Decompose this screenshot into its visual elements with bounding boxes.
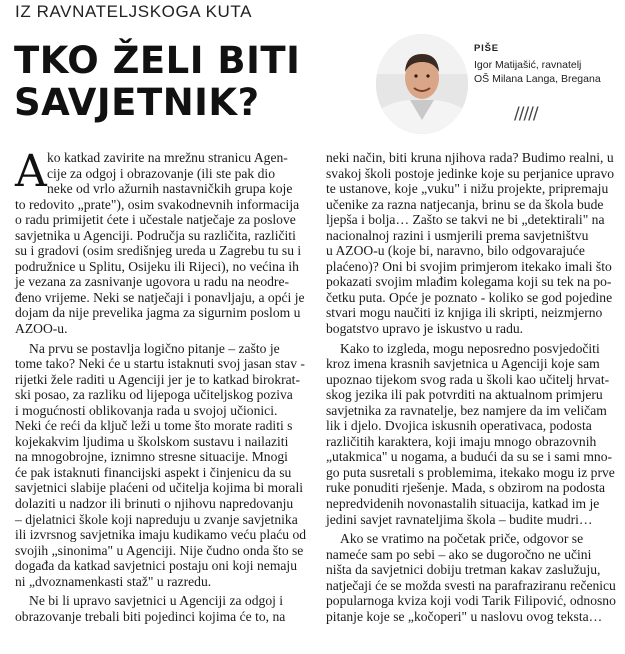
text-line: je vezana za zasnivanje ugovora u radu na neodre- xyxy=(15,274,289,290)
text-line: dolaziti u nadzor ili brinuti o njihovu napredovanju xyxy=(15,496,294,512)
author-name: Igor Matijašić, ravnatelj xyxy=(474,59,582,71)
article-column-right xyxy=(326,150,616,624)
text-line: na mnogobrojne, iznimno stresne situacije. Mnogi xyxy=(15,449,288,465)
text-line: nameće sam po sebi – ako se dugoročno ne učini xyxy=(326,546,592,562)
text-line: su i gradovi (osim središnjeg ureda u Zagrebu tu su i xyxy=(15,243,302,259)
drop-cap: A xyxy=(15,146,47,197)
author-organization: OŠ Milana Langa, Bregana xyxy=(474,73,601,85)
text-line: te ustanove, koje „vuku" i nižu projekte, pripremaju xyxy=(326,181,609,197)
text-line: ni „dvoznamenkasti staž" u razredu. xyxy=(15,573,212,589)
text-line: popularnoga kviza koji vodi Tarik Filipović, odnosno xyxy=(326,593,616,609)
text-line: savjetnika za ravnatelje, bez namjere da im veličam xyxy=(326,402,607,418)
text-line: stvari mogu naučiti iz knjiga ili skripti, neizmjerno xyxy=(326,305,603,321)
text-line: AZOO-u. xyxy=(15,321,68,337)
text-line: Neki će reći da ključ leži u tome što morate raditi s xyxy=(15,418,293,434)
byline-role: PIŠE xyxy=(474,43,499,54)
text-line: skog jezika ili pak potvrditi na aktualnom primjeru xyxy=(326,387,603,403)
text-line: će pak istaknuti financijski aspekt i činjenicu da su xyxy=(15,464,292,480)
text-line: u AZOO-u (koje bi, naravno, bilo odgovarajuće xyxy=(326,243,585,259)
text-line: savjetnici slabije plaćeni od učitelja kojima bi morali xyxy=(15,480,304,496)
text-line: nepredvidenih novonastalih situacija, katkad im je xyxy=(326,496,600,512)
text-line: ljepša i bolja… Zašto se takvi ne bi „detektirali" na xyxy=(326,212,605,228)
article-column-left xyxy=(15,146,307,624)
text-line: bogatstvo upravo je iskustvo u radu. xyxy=(326,321,524,337)
text-line: go puta susretali s problemima, itekako mogu iz prve xyxy=(326,464,615,480)
text-line: jedini savjet ravnateljima škola – budite mudri… xyxy=(326,511,593,527)
text-line: podružnice u Splitu, Osijeku ili Rijeci), no većina ih xyxy=(15,258,299,274)
text-line: Ako se vratimo na početak priče, odgovor se xyxy=(340,531,584,547)
text-line: tome tako? Neki će u startu istaknuti svoj jasan stav - xyxy=(15,356,305,372)
text-line: četku puta. Opće je poznato - koliko se god pojedine xyxy=(326,289,613,305)
text-line: Kako to izgleda, mogu neposredno posvjedočiti xyxy=(340,340,600,356)
text-line: rijetki žele raditi u Agenciji jer je to katkad birokrat- xyxy=(15,371,300,387)
decorative-slashes: ///// xyxy=(514,104,538,124)
text-line: „utakmica" u nogama, a budući da su se i sami mno- xyxy=(326,449,613,465)
text-line: različitih karaktera, koji imaju mnogo obrazovnih xyxy=(326,433,597,449)
text-line: ili izvrsnog savjetnika imaju kudikamo veću plaću od xyxy=(15,527,307,543)
text-line: Na prvu se postavlja logično pitanje – zašto je xyxy=(29,340,280,356)
text-line: upoznao tijekom svog rada u školi kao učitelj hrvat- xyxy=(326,371,610,387)
article-title xyxy=(14,40,300,124)
text-line: to redovito „prate"), osim svakodnevnih informacija xyxy=(15,196,300,212)
text-line: o radu primijetit ćete i učestale natječaje za poslove xyxy=(15,212,296,228)
author-byline xyxy=(474,42,624,86)
text-line: cije za odgoj i obrazovanje (ili ste pak dio xyxy=(47,165,275,181)
text-line: kojekakvim ljudima u školskom sustavu i nailaziti xyxy=(15,433,289,449)
text-line: učenike za razna natjecanja, brinu se da škola bude xyxy=(326,196,604,212)
text-line: đeno vrijeme. Neki se natječaji i ponavljaju, a opći je xyxy=(15,289,305,305)
author-photo xyxy=(376,34,468,134)
text-line: ništa da savjetnici dobiju tretman kakav zaslužuju, xyxy=(326,562,601,578)
text-line: neki način, biti kruna njihova rada? Budimo realni, u xyxy=(326,150,614,165)
text-line: plaćeno)? Oni bi svojim primjerom itekako imali što xyxy=(326,258,612,274)
text-line: svojih „sinonima" u Agenciji. Nije čudno onda što se xyxy=(15,542,304,558)
text-line: savjetnika u Agenciji. Područja su različita, različiti xyxy=(15,227,296,243)
text-line: nacionalnoj razini i usmjerili prema savjetništvu xyxy=(326,227,589,243)
text-line: – djelatnici škole koji napreduju u zvanje savjetnika xyxy=(15,511,298,527)
text-line: svakoj školi postoje jedinke koje su perjanice upravo xyxy=(326,165,615,181)
text-line: ruke ponuditi rješenje. Mada, s obzirom na podosta xyxy=(326,480,605,496)
text-line: pitanje koje se „kočoperi" u naslovu ovog teksta… xyxy=(326,608,603,624)
text-line: događa da katkad savjetnici postaju oni koji nemaju xyxy=(15,558,297,574)
text-line: ko katkad zavirite na mrežnu stranicu Agen- xyxy=(47,150,288,165)
text-line: kroz imena krasnih savjetnica u Agenciji koje sam xyxy=(326,356,600,372)
text-line: obrazovanje trebali biti pojedinci kojima će to, na xyxy=(15,608,286,624)
section-label: IZ RAVNATELJSKOGA KUTA xyxy=(15,2,253,21)
text-line: natječaji će se možda svesti na parafraziranu rečenicu xyxy=(326,577,616,593)
text-line: ski posao, za razliku od lijepoga učiteljskog poziva xyxy=(15,387,293,403)
text-line: i mogućnosti oblikovanja rada u svojoj učionici. xyxy=(15,402,278,418)
title-line: TKO ŽELI BITI xyxy=(14,39,301,82)
text-line: pokazati svojim mlađim kolegama koji su tek na po- xyxy=(326,274,612,290)
text-line: Ne bi li upravo savjetnici u Agenciji za odgoj i xyxy=(29,593,284,609)
text-line: neke od vrlo ažurnih nastavničkih grupa koje xyxy=(47,181,293,197)
text-line: dojam da nije prevelika jagma za sigurnim poslom u xyxy=(15,305,301,321)
text-line: lik i djelo. Dvojica iskusnih operativaca, podosta xyxy=(326,418,592,434)
title-line: SAVJETNIK? xyxy=(14,81,260,124)
